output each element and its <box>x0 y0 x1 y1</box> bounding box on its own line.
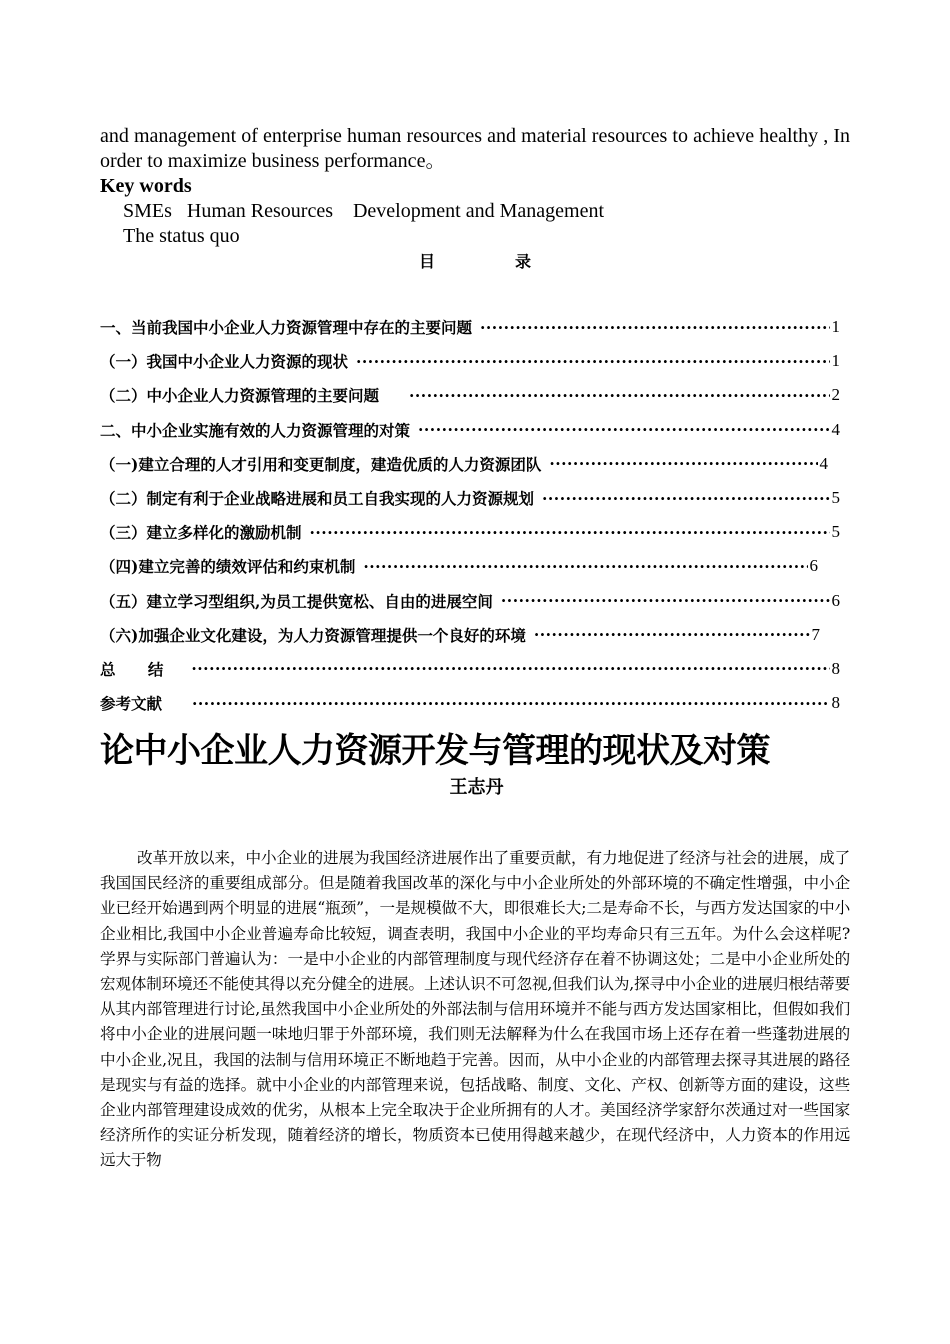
toc-entry-label: 参考文献 <box>100 694 163 714</box>
toc-entry-label: （二）制定有利于企业战略进展和员工自我实现的人力资源规划 <box>100 489 535 509</box>
toc-entry-page: 5 <box>831 488 840 508</box>
toc-entry[interactable] <box>100 686 840 720</box>
keywords-line-2: The status quo <box>123 225 240 247</box>
toc-entry-label: （四)建立完善的绩效评估和约束机制 <box>100 557 356 577</box>
toc-entry-label: （三）建立多样化的激励机制 <box>100 523 302 543</box>
toc-dot-leader <box>192 694 829 713</box>
toc-entry-page: 2 <box>831 385 840 405</box>
keywords-heading: Key words <box>100 175 192 197</box>
toc-dot-leader <box>534 625 810 644</box>
toc-heading-char-2: 录 <box>515 252 532 271</box>
toc-dot-leader <box>542 489 829 508</box>
toc-entry[interactable] <box>100 447 840 481</box>
toc-entry-label: （一)建立合理的人才引用和变更制度，建造优质的人力资源团队 <box>100 454 542 474</box>
toc-entry[interactable] <box>100 481 840 515</box>
toc-entry[interactable] <box>100 378 840 412</box>
toc-entry-page: 1 <box>831 351 840 371</box>
toc-entry[interactable] <box>100 618 840 652</box>
toc-entry[interactable] <box>100 652 840 686</box>
toc-entry-label: 一、当前我国中小企业人力资源管理中存在的主要问题 <box>100 318 473 338</box>
author-name <box>0 775 950 801</box>
toc-heading-char-1: 目 <box>419 252 436 271</box>
toc-dot-leader <box>501 591 830 610</box>
toc-entry-page: 7 <box>811 624 820 644</box>
page-title: 论中小企业人力资源开发与管理的现状及对策 <box>100 731 770 771</box>
toc-entry-page: 5 <box>831 522 840 542</box>
toc-dot-leader <box>310 523 830 542</box>
toc-dot-leader <box>409 386 829 405</box>
toc-entry-label: （二）中小企业人力资源管理的主要问题 <box>100 386 380 406</box>
toc-entry-label: （六)加强企业文化建设，为人力资源管理提供一个良好的环境 <box>100 625 526 645</box>
toc-entry-page: 6 <box>831 590 840 610</box>
toc-entry-page: 8 <box>831 693 840 713</box>
toc-entry[interactable] <box>100 413 840 447</box>
toc-entry-page: 4 <box>831 419 840 439</box>
toc-entry-label: 总 结 <box>100 659 164 679</box>
toc-entry-label: 二、中小企业实施有效的人力资源管理的对策 <box>100 420 411 440</box>
abstract-text: and management of enterprise human resources and material resources to achieve healthy , In order to maximize business performance。 <box>100 125 850 172</box>
toc-entry[interactable] <box>100 515 840 549</box>
author-name-text: 王志丹 <box>449 777 504 798</box>
toc-entry[interactable] <box>100 584 840 618</box>
body-paragraph: 改革开放以来，中小企业的进展为我国经济进展作出了重要贡献，有力地促进了经济与社会的进展，成了我国国民经济的重要组成部分。但是随着我国改革的深化与中小企业所处的外部环境的不确定性增强，中小企业已经开始遇到两个明显的进展“瓶颈”，一是规模做不大，即很难长大;二是寿命不长，与西方发达国家的中小企业相比,我国中小企业普遍寿命比较短，调查表明，我国中小企业的平均寿命只有三五年。为什么会这样呢?学界与实际部门普遍认为：一是中小企业的内部管理制度与现代经济存在着不协调这处；二是中小企业所处的宏观体制环境还不能使其得以充分健全的进展。上述认识不可忽视,但我们认为,探寻中小企业的进展归根结蒂要从其内部管理进行讨论,虽然我国中小企业所处的外部法制与信用环境并不能与西方发达国家相比，但假如我们将中小企业的进展问题一味地归罪于外部环境，我们则无法解释为什么在我国市场上还存在着一些蓬勃进展的中小企业,况且，我国的法制与信用环境正不断地趋于完善。因而，从中小企业的内部管理去探寻其进展的路径是现实与有益的选择。就中小企业的内部管理来说，包括战略、制度、文化、产权、创新等方面的建设，这些企业内部管理建设成效的优劣，从根本上完全取决于企业所拥有的人才。美国经济学家舒尔茨通过对一些国家经济所作的实证分析发现，随着经济的增长，物质资本已使用得越来越少，在现代经济中，人力资本的作用远远大于物 <box>100 849 850 1170</box>
toc-dot-leader <box>363 557 807 576</box>
toc-entry[interactable] <box>100 310 840 344</box>
toc-entry-page: 8 <box>831 658 840 678</box>
toc-entry-page: 6 <box>809 556 818 576</box>
toc-entry[interactable] <box>100 344 840 378</box>
toc-dot-leader <box>356 352 829 371</box>
toc-dot-leader <box>418 420 829 439</box>
toc-heading <box>0 250 950 274</box>
toc-entry-page: 4 <box>819 453 828 473</box>
toc-entry-label: （一）我国中小企业人力资源的现状 <box>100 352 349 372</box>
table-of-contents <box>100 310 840 720</box>
toc-entry[interactable] <box>100 549 840 583</box>
toc-dot-leader <box>480 318 829 337</box>
toc-entry-label: （五）建立学习型组织,为员工提供宽松、自由的进展空间 <box>100 591 493 611</box>
toc-entry-page: 1 <box>831 317 840 337</box>
toc-dot-leader <box>191 659 829 678</box>
keywords-line-1: SMEs Human Resources Development and Management <box>123 200 605 222</box>
toc-dot-leader <box>549 454 817 473</box>
